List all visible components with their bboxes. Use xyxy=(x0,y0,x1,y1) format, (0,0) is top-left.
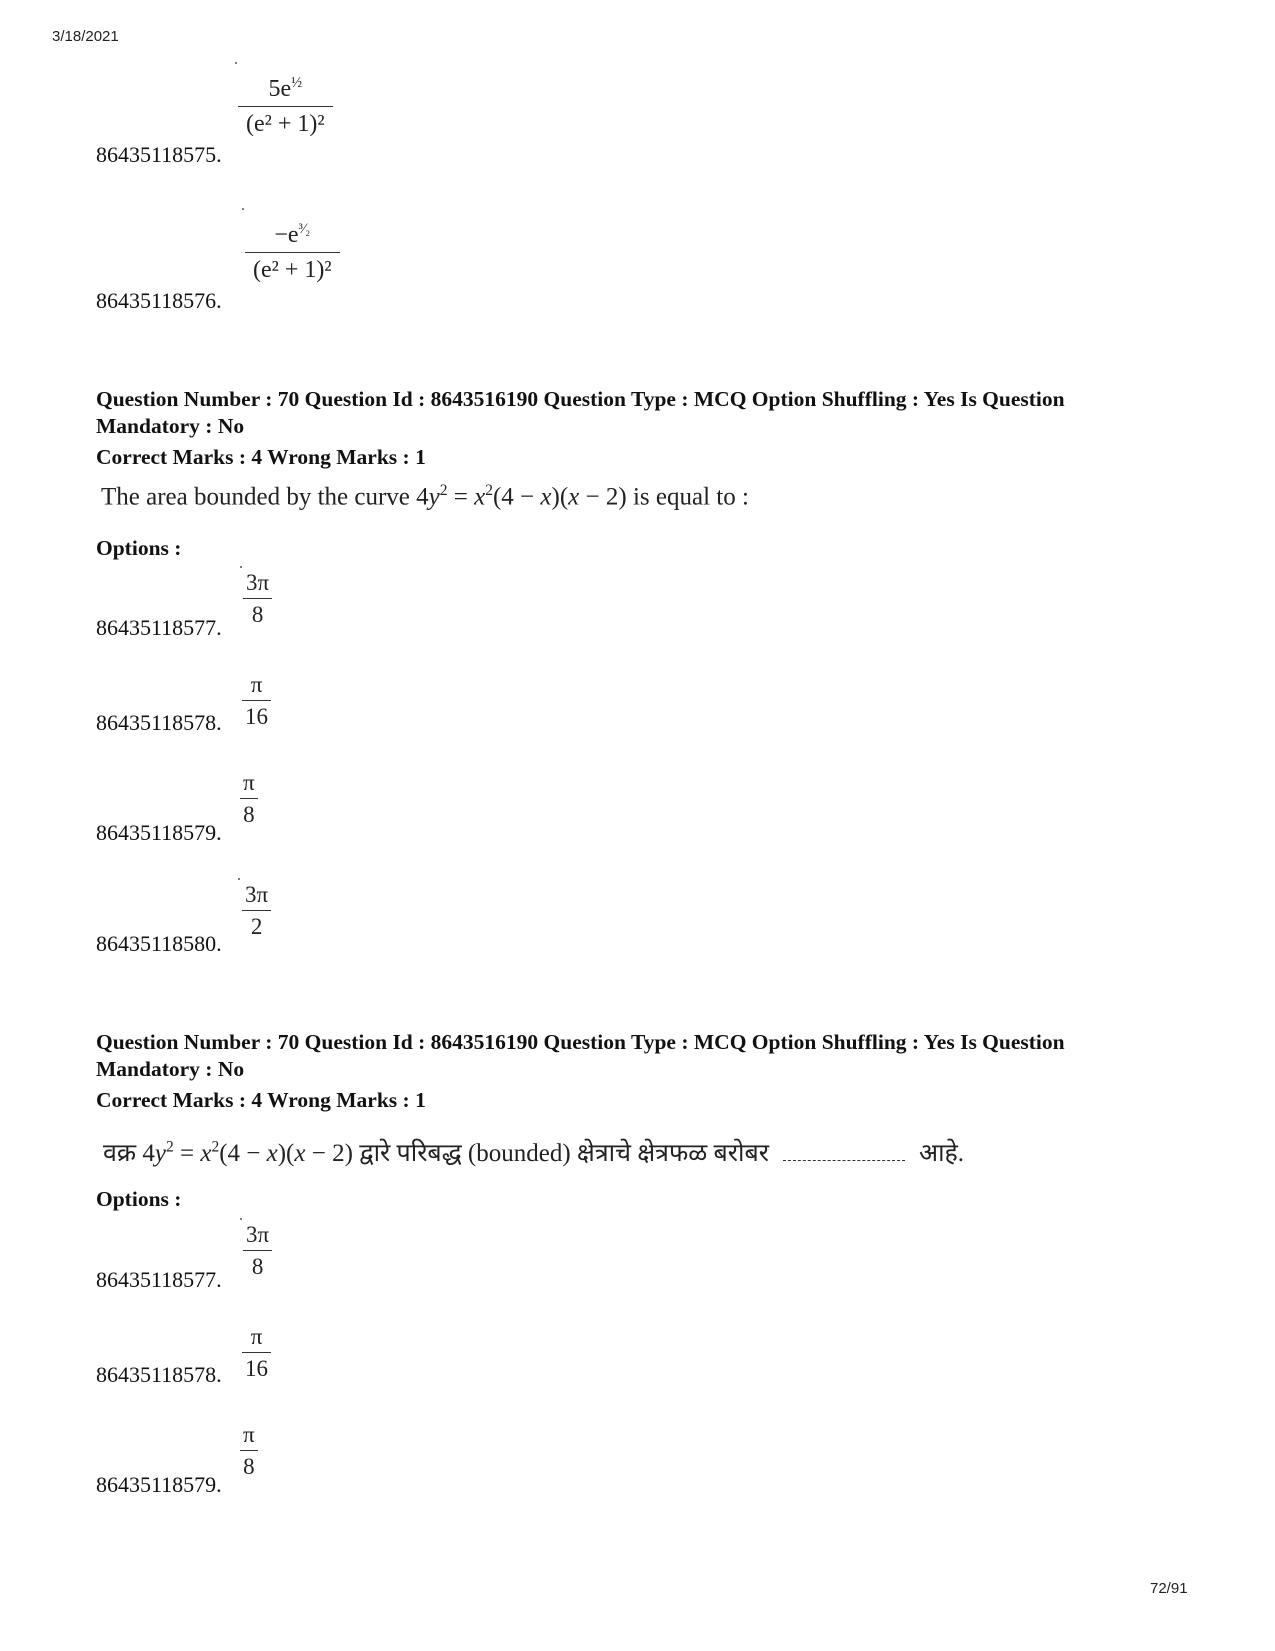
option-marker-dot xyxy=(238,878,240,880)
question-text: वक्र $4y^2 = x^2(4 - x)(x - 2)$ द्वारे परिबद्ध (bounded) क्षेत्राचे क्षेत्रफळ बरोबर आहे. xyxy=(103,1138,965,1167)
option-formula: $\frac{5e^{\frac{1}{2}}}{\text{(e² + 1)²}}$ xyxy=(238,70,333,137)
question-header: Question Number : 70 Question Id : 8643516190 Question Type : MCQ Option Shuffling : Yes Is Question Mandatory : No xyxy=(96,1030,1065,1081)
question-header: Question Number : 70 Question Id : 8643516190 Question Type : MCQ Option Shuffling : Yes Is Question Mandatory : No xyxy=(96,387,1065,438)
option-id: 86435118580. xyxy=(96,931,222,956)
option-id: 86435118578. xyxy=(96,1362,222,1387)
option-id: 86435118579. xyxy=(96,820,222,845)
question-marks: Correct Marks : 4 Wrong Marks : 1 xyxy=(96,445,426,469)
options-label: Options : xyxy=(96,1187,182,1211)
option-marker-dot xyxy=(235,62,237,64)
page-number: 72/91 xyxy=(1150,1580,1188,1597)
option-fraction: $\frac{3\pi}{8}$ xyxy=(243,1222,272,1280)
option-marker-dot xyxy=(240,1218,242,1220)
option-fraction: $\frac{3\pi}{2}$ xyxy=(242,882,271,940)
option-fraction: $\frac{\pi}{16}$ xyxy=(242,1324,271,1382)
option-id: 86435118576. xyxy=(96,288,222,313)
question-text: The area bounded by the curve $4y^2 = x^2(4 - x)(x - 2)$ is equal to : xyxy=(101,482,749,511)
option-id: 86435118579. xyxy=(96,1472,222,1497)
answer-blank xyxy=(783,1142,905,1161)
option-formula: $\frac{-e^{^3⁄_2}}{\text{(e² + 1)²}}$ xyxy=(245,216,340,283)
option-id: 86435118578. xyxy=(96,710,222,735)
option-fraction: $\frac{\pi}{8}$ xyxy=(240,770,258,828)
print-date: 3/18/2021 xyxy=(52,28,119,45)
option-fraction: $\frac{\pi}{16}$ xyxy=(242,672,271,730)
option-marker-dot xyxy=(240,566,242,568)
option-id: 86435118577. xyxy=(96,615,222,640)
option-id: 86435118575. xyxy=(96,142,222,167)
option-fraction: $\frac{3\pi}{8}$ xyxy=(243,570,272,628)
option-marker-dot xyxy=(242,208,244,210)
options-label: Options : xyxy=(96,536,182,560)
question-marks: Correct Marks : 4 Wrong Marks : 1 xyxy=(96,1088,426,1112)
option-fraction: $\frac{\pi}{8}$ xyxy=(240,1422,258,1480)
option-id: 86435118577. xyxy=(96,1267,222,1292)
